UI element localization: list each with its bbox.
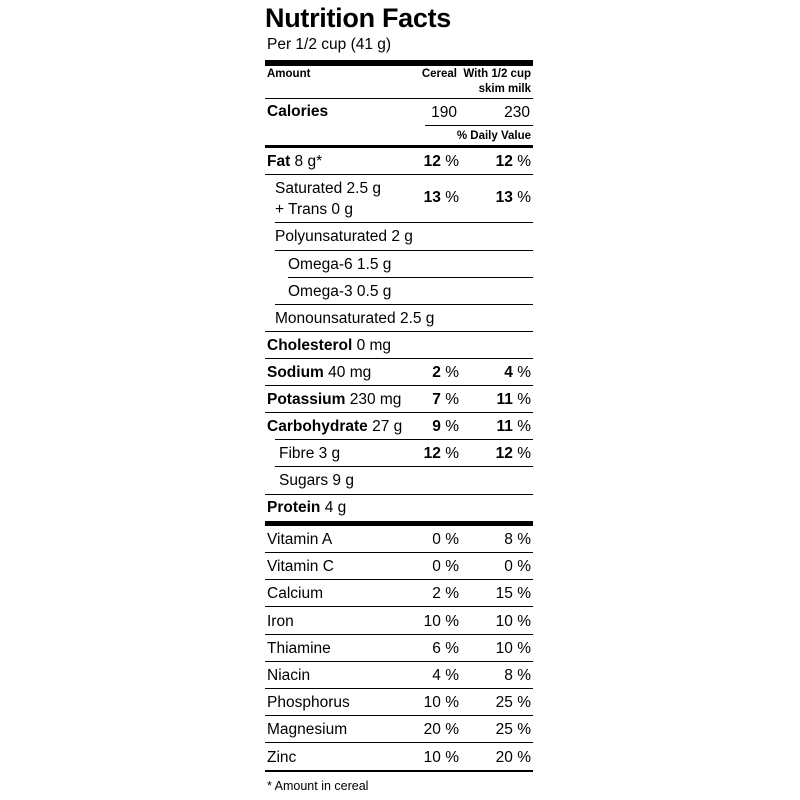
vitamin-name: Iron — [267, 613, 294, 630]
vitamin-row — [265, 744, 533, 771]
serving-size: Per 1/2 cup (41 g) — [267, 36, 392, 53]
vitamin-name: Phosphorus — [267, 694, 350, 711]
nutrient-amount: 40 mg — [323, 364, 372, 381]
nutrient-name — [267, 363, 371, 383]
vitamin-dv-milk: 25 % — [495, 694, 531, 711]
vitamin-row — [265, 662, 533, 689]
header-rule — [265, 98, 533, 99]
vitamin-dv-cereal: 6 % — [432, 640, 459, 657]
nutrient-row — [265, 278, 533, 305]
nutrient-amount: 4 g — [320, 499, 347, 516]
nutrient-amount: 230 mg — [345, 391, 402, 408]
nutrient-amount: 27 g — [367, 418, 403, 435]
nutrition-facts-panel — [265, 0, 533, 800]
nutrient-dv-milk: 12 % — [495, 445, 531, 462]
calories-milk: 230 — [504, 104, 530, 121]
nutrient-row — [265, 386, 533, 413]
nutrient-name — [267, 336, 391, 356]
nutrient-label: Potassium — [267, 391, 346, 408]
daily-value-header: % Daily Value — [456, 130, 531, 142]
footnote: * Amount in cereal — [267, 779, 369, 793]
row-divider — [265, 606, 533, 607]
nutrient-dv-cereal: 12 % — [423, 445, 459, 462]
nutrient-name-line1: Saturated 2.5 g — [275, 180, 381, 197]
nutrient-row — [265, 305, 533, 332]
nutrient-dv-cereal: 9 % — [432, 418, 459, 435]
nutrient-amount: 0 mg — [352, 337, 392, 354]
vitamin-dv-cereal: 2 % — [432, 585, 459, 602]
calories-rule — [425, 125, 533, 126]
nutrient-name: Sugars 9 g — [279, 472, 354, 489]
nutrient-dv-milk: 11 % — [496, 418, 531, 435]
nutrient-name — [267, 390, 401, 410]
cereal-header: Cereal — [421, 68, 457, 80]
vitamin-name: Magnesium — [267, 721, 348, 738]
nutrient-label: Sodium — [267, 364, 324, 381]
nutrient-name — [267, 417, 402, 437]
calories-label: Calories — [267, 103, 329, 120]
vitamin-row — [265, 689, 533, 716]
nutrient-row — [265, 440, 533, 467]
vitamin-row — [265, 716, 533, 743]
nutrient-name — [267, 152, 322, 172]
vitamin-row — [265, 580, 533, 607]
nutrient-dv-milk: 13 % — [495, 189, 531, 206]
nutrient-name: Monounsaturated 2.5 g — [275, 310, 435, 327]
row-divider — [265, 742, 533, 743]
vitamin-dv-milk: 0 % — [504, 558, 531, 575]
vitamin-dv-milk: 25 % — [495, 721, 531, 738]
vitamin-dv-milk: 10 % — [495, 613, 531, 630]
nutrient-row — [265, 332, 533, 359]
vitamin-row — [265, 608, 533, 635]
nutrient-label: Cholesterol — [267, 337, 353, 354]
nutrient-name: Polyunsaturated 2 g — [275, 228, 413, 245]
vitamin-dv-milk: 15 % — [495, 585, 531, 602]
amount-header: Amount — [267, 68, 311, 80]
thick-rule-top — [265, 60, 533, 66]
vitamin-dv-cereal: 0 % — [432, 531, 459, 548]
with-milk-header-line1: With 1/2 cup — [463, 68, 531, 80]
nutrient-label: Carbohydrate — [267, 418, 368, 435]
nutrient-dv-cereal: 13 % — [423, 189, 459, 206]
nutrient-row — [265, 223, 533, 251]
vitamin-name: Vitamin A — [267, 531, 333, 548]
panel-title: Nutrition Facts — [265, 3, 452, 33]
nutrient-name: Fibre 3 g — [279, 445, 341, 462]
vitamin-row — [265, 635, 533, 662]
vitamin-row — [265, 526, 533, 553]
nutrient-dv-milk: 4 % — [504, 364, 531, 381]
nutrient-name — [275, 178, 381, 220]
vitamin-dv-cereal: 20 % — [423, 721, 459, 738]
vitamin-dv-milk: 8 % — [504, 667, 531, 684]
nutrient-label: Fat — [267, 153, 291, 170]
vitamin-dv-cereal: 4 % — [432, 667, 459, 684]
vitamin-dv-cereal: 10 % — [423, 694, 459, 711]
nutrient-name-line2: + Trans 0 g — [275, 201, 353, 218]
nutrient-row — [265, 467, 533, 495]
vitamin-row — [265, 553, 533, 580]
vitamin-dv-cereal: 10 % — [423, 749, 459, 766]
nutrient-dv-cereal: 12 % — [423, 153, 459, 170]
nutrient-name: Omega-3 0.5 g — [288, 283, 392, 300]
nutrient-row — [265, 251, 533, 278]
vitamin-dv-cereal: 0 % — [432, 558, 459, 575]
vitamin-dv-milk: 8 % — [504, 531, 531, 548]
vitamin-name: Zinc — [267, 749, 297, 766]
vitamin-name: Vitamin C — [267, 558, 334, 575]
nutrient-dv-cereal: 7 % — [432, 391, 459, 408]
nutrient-amount: 8 g* — [290, 153, 323, 170]
nutrient-name: Omega-6 1.5 g — [288, 256, 392, 273]
nutrient-dv-milk: 11 % — [496, 391, 531, 408]
bottom-rule — [265, 770, 533, 772]
vitamin-name: Niacin — [267, 667, 311, 684]
nutrient-label: Protein — [267, 499, 321, 516]
nutrient-row — [265, 413, 533, 440]
calories-cereal: 190 — [431, 104, 457, 121]
nutrient-row — [265, 148, 533, 175]
nutrient-row — [265, 495, 533, 521]
vitamin-dv-milk: 20 % — [495, 749, 531, 766]
vitamin-dv-milk: 10 % — [495, 640, 531, 657]
with-milk-header-line2: skim milk — [478, 83, 531, 95]
vitamin-name: Calcium — [267, 585, 323, 602]
nutrient-name — [267, 498, 346, 518]
nutrient-row — [265, 175, 533, 223]
nutrient-dv-milk: 12 % — [495, 153, 531, 170]
nutrient-row — [265, 359, 533, 386]
nutrient-dv-cereal: 2 % — [432, 364, 459, 381]
vitamin-dv-cereal: 10 % — [423, 613, 459, 630]
vitamin-name: Thiamine — [267, 640, 331, 657]
